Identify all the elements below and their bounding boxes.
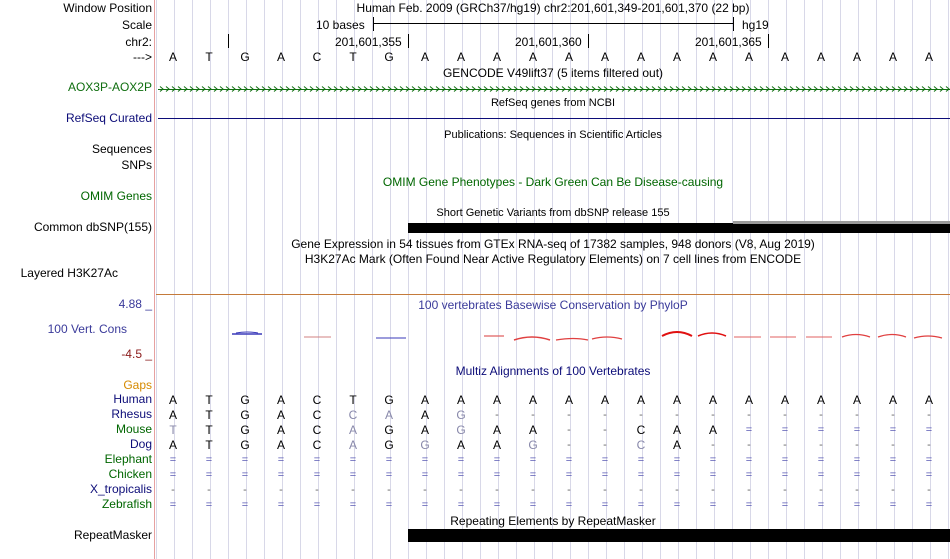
alignment-base: C	[312, 393, 322, 407]
alignment-base: =	[853, 454, 861, 466]
alignment-base: =	[457, 499, 465, 511]
reference-base: A	[636, 50, 645, 64]
alignment-base: =	[673, 454, 681, 466]
reference-base: A	[924, 50, 933, 64]
alignment-base: =	[673, 469, 681, 481]
alignment-base: -	[855, 409, 859, 421]
grid-line	[876, 0, 877, 559]
alignment-base: -	[927, 484, 931, 496]
reference-base: A	[492, 50, 501, 64]
alignment-base: A	[672, 423, 681, 437]
gtex-track-title: Gene Expression in 54 tissues from GTEx RNA-seq of 17382 samples, 948 donors (V8, Aug 2019)	[291, 237, 815, 251]
alignment-base: =	[205, 499, 213, 511]
alignment-base: =	[709, 469, 717, 481]
alignment-base: =	[277, 454, 285, 466]
alignment-base: -	[891, 409, 895, 421]
alignment-base: =	[925, 424, 933, 436]
alignment-base: G	[420, 438, 430, 452]
reference-base: A	[780, 50, 789, 64]
reference-base: A	[528, 50, 537, 64]
alignment-base: -	[603, 484, 607, 496]
alignment-base: -	[783, 439, 787, 451]
pubs-sequences-label[interactable]: Sequences	[91, 142, 152, 156]
scale-bar-right-tick	[733, 17, 734, 31]
alignment-base: A	[672, 438, 681, 452]
alignment-base: -	[567, 439, 571, 451]
alignment-base: -	[783, 409, 787, 421]
alignment-base: A	[276, 408, 285, 422]
species-label: Mouse	[115, 422, 152, 436]
alignment-base: C	[312, 438, 322, 452]
strand-arrow-label: --->	[133, 50, 152, 64]
alignment-base: -	[819, 409, 823, 421]
alignment-base: =	[313, 454, 321, 466]
alignment-base: -	[567, 484, 571, 496]
reference-base: A	[600, 50, 609, 64]
alignment-base: T	[169, 423, 177, 437]
grid-line	[840, 0, 841, 559]
scale-db-label: hg19	[742, 18, 769, 32]
coord-tick	[768, 34, 769, 48]
alignment-base: A	[708, 423, 717, 437]
alignment-base: =	[205, 454, 213, 466]
alignment-base: A	[456, 438, 465, 452]
alignment-base: =	[637, 469, 645, 481]
alignment-base: A	[744, 393, 753, 407]
conservation-wiggle[interactable]	[156, 320, 950, 350]
alignment-base: -	[279, 484, 283, 496]
alignment-base: A	[924, 393, 933, 407]
omim-track-title: OMIM Gene Phenotypes - Dark Green Can Be Disease-causing	[382, 175, 724, 189]
alignment-base: =	[745, 499, 753, 511]
chrom-label: chr2:	[125, 35, 152, 49]
assembly-position-title: Human Feb. 2009 (GRCh37/hg19) chr2:201,601,349-201,601,370 (22 bp)	[356, 1, 750, 15]
coord-tick	[588, 34, 589, 48]
grid-line	[912, 0, 913, 559]
alignment-base: =	[925, 499, 933, 511]
grid-line	[480, 0, 481, 559]
alignment-base: A	[816, 393, 825, 407]
alignment-base: G	[384, 423, 394, 437]
species-label: Chicken	[108, 467, 152, 481]
alignment-base: =	[493, 454, 501, 466]
alignment-base: -	[819, 484, 823, 496]
alignment-base: -	[531, 409, 535, 421]
alignment-base: T	[205, 393, 213, 407]
alignment-base: A	[780, 393, 789, 407]
dbsnp-feature[interactable]	[408, 223, 950, 233]
dbsnp-track-label[interactable]: Common dbSNP(155)	[33, 220, 152, 234]
alignment-base: G	[456, 423, 466, 437]
alignment-base: =	[457, 469, 465, 481]
alignment-base: A	[384, 408, 393, 422]
alignment-base: -	[603, 439, 607, 451]
alignment-base: -	[711, 409, 715, 421]
grid-line	[624, 0, 625, 559]
grid-line	[696, 0, 697, 559]
alignment-base: A	[168, 393, 177, 407]
omim-track-label[interactable]: OMIM Genes	[80, 189, 152, 203]
alignment-base: -	[531, 484, 535, 496]
alignment-base: A	[348, 438, 357, 452]
alignment-base: C	[312, 423, 322, 437]
alignment-base: -	[351, 484, 355, 496]
alignment-base: A	[456, 393, 465, 407]
grid-line	[192, 0, 193, 559]
reference-base: A	[456, 50, 465, 64]
grid-line	[516, 0, 517, 559]
scale-label: Scale	[121, 18, 152, 32]
reference-base: G	[240, 50, 250, 64]
alignment-base: =	[781, 499, 789, 511]
alignment-base: =	[421, 499, 429, 511]
alignment-base: A	[276, 393, 285, 407]
alignment-base: -	[855, 439, 859, 451]
alignment-base: -	[711, 484, 715, 496]
rmsk-track-title: Repeating Elements by RepeatMasker	[450, 514, 656, 528]
grid-line	[228, 0, 229, 559]
alignment-base: A	[168, 408, 177, 422]
refseq-track-label[interactable]: RefSeq Curated	[65, 111, 152, 125]
alignment-base: =	[709, 454, 717, 466]
alignment-base: =	[565, 454, 573, 466]
reference-base: A	[816, 50, 825, 64]
alignment-base: =	[745, 469, 753, 481]
coord-label: 201,601,355	[335, 35, 402, 49]
alignment-base: -	[423, 484, 427, 496]
grid-line	[732, 0, 733, 559]
alignment-base: -	[783, 484, 787, 496]
species-label: Elephant	[104, 452, 152, 466]
alignment-base: =	[529, 469, 537, 481]
alignment-base: -	[819, 439, 823, 451]
alignment-base: -	[891, 439, 895, 451]
alignment-base: =	[925, 454, 933, 466]
alignment-base: =	[889, 469, 897, 481]
reference-base: A	[672, 50, 681, 64]
reference-base: G	[384, 50, 394, 64]
alignment-base: =	[421, 454, 429, 466]
refseq-track-title: RefSeq genes from NCBI	[490, 97, 616, 109]
alignment-base: =	[493, 499, 501, 511]
alignment-base: C	[348, 408, 358, 422]
gencode-track-title: GENCODE V49lift37 (5 items filtered out)	[442, 66, 664, 80]
alignment-base: -	[315, 484, 319, 496]
grid-line	[372, 0, 373, 559]
alignment-base: =	[493, 469, 501, 481]
alignment-base: =	[601, 499, 609, 511]
cons-ymin-label: -4.5 _	[121, 347, 152, 361]
alignment-base: G	[384, 393, 394, 407]
dbsnp-track-title: Short Genetic Variants from dbSNP release 155	[436, 207, 670, 219]
alignment-base: -	[495, 409, 499, 421]
alignment-base: =	[745, 424, 753, 436]
grid-line	[408, 0, 409, 559]
alignment-base: -	[171, 484, 175, 496]
alignment-base: =	[529, 454, 537, 466]
alignment-base: A	[564, 393, 573, 407]
alignment-base: -	[891, 484, 895, 496]
alignment-base: G	[456, 408, 466, 422]
alignment-base: -	[207, 484, 211, 496]
alignment-base: =	[241, 454, 249, 466]
alignment-base: =	[781, 424, 789, 436]
alignment-base: A	[168, 438, 177, 452]
reference-base: A	[276, 50, 285, 64]
grid-line	[552, 0, 553, 559]
cons-ymax-label: 4.88 _	[118, 297, 152, 311]
alignment-base: =	[889, 499, 897, 511]
alignment-base: -	[855, 484, 859, 496]
alignment-base: G	[240, 408, 250, 422]
gaps-label: Gaps	[123, 378, 152, 392]
alignment-base: =	[457, 454, 465, 466]
grid-line	[588, 0, 589, 559]
dbsnp-feature-partial[interactable]	[733, 221, 950, 224]
species-label: Rhesus	[111, 407, 152, 421]
alignment-base: T	[205, 438, 213, 452]
alignment-base: A	[492, 393, 501, 407]
alignment-base: -	[603, 424, 607, 436]
species-label: Human	[113, 392, 152, 406]
reference-base: T	[205, 50, 213, 64]
label-separator	[154, 0, 155, 559]
species-label: Zebrafish	[101, 497, 152, 511]
grid-line	[444, 0, 445, 559]
grid-line	[156, 0, 157, 559]
alignment-base: A	[600, 393, 609, 407]
alignment-base: C	[636, 438, 646, 452]
alignment-base: =	[277, 469, 285, 481]
gencode-track-label[interactable]: AOX3P-AOX2P	[67, 80, 152, 94]
h3k27ac-baseline	[156, 294, 950, 295]
alignment-base: G	[384, 438, 394, 452]
alignment-base: -	[459, 484, 463, 496]
alignment-base: =	[313, 469, 321, 481]
h3k27ac-track-label[interactable]: Layered H3K27Ac	[20, 266, 118, 280]
alignment-base: =	[889, 454, 897, 466]
alignment-base: =	[637, 499, 645, 511]
reference-base: A	[420, 50, 429, 64]
alignment-base: A	[276, 423, 285, 437]
alignment-base: =	[853, 424, 861, 436]
alignment-base: A	[636, 393, 645, 407]
alignment-base: =	[637, 454, 645, 466]
alignment-base: =	[349, 469, 357, 481]
reference-base: A	[168, 50, 177, 64]
alignment-base: =	[385, 499, 393, 511]
alignment-base: A	[276, 438, 285, 452]
alignment-base: =	[817, 424, 825, 436]
refseq-gene-feature[interactable]	[158, 118, 950, 119]
cons-track-label[interactable]: 100 Vert. Cons	[47, 322, 127, 336]
coord-label: 201,601,365	[695, 35, 762, 49]
alignment-base: =	[205, 469, 213, 481]
pubs-track-title: Publications: Sequences in Scientific Articles	[444, 129, 662, 141]
alignment-base: -	[675, 409, 679, 421]
alignment-base: A	[528, 423, 537, 437]
alignment-base: =	[601, 469, 609, 481]
alignment-base: =	[385, 454, 393, 466]
alignment-base: =	[889, 424, 897, 436]
alignment-base: =	[169, 454, 177, 466]
reference-base: T	[349, 50, 357, 64]
alignment-base: =	[781, 469, 789, 481]
alignment-base: =	[817, 499, 825, 511]
species-label: X_tropicalis	[89, 482, 152, 496]
alignment-base: G	[240, 438, 250, 452]
alignment-base: -	[747, 484, 751, 496]
grid-line	[300, 0, 301, 559]
alignment-base: =	[277, 499, 285, 511]
alignment-base: G	[528, 438, 538, 452]
grid-line	[804, 0, 805, 559]
reference-base: A	[708, 50, 717, 64]
cons-track-title: 100 vertebrates Basewise Conservation by PhyloP	[418, 298, 688, 312]
alignment-base: =	[673, 499, 681, 511]
alignment-base: -	[927, 409, 931, 421]
alignment-base: A	[348, 423, 357, 437]
grid-line	[768, 0, 769, 559]
alignment-base: A	[492, 423, 501, 437]
alignment-base: A	[852, 393, 861, 407]
alignment-base: -	[675, 484, 679, 496]
alignment-base: =	[745, 454, 753, 466]
alignment-base: -	[927, 439, 931, 451]
coord-tick	[228, 34, 229, 48]
alignment-base: -	[495, 484, 499, 496]
alignment-base: =	[565, 469, 573, 481]
alignment-base: -	[567, 409, 571, 421]
reference-base: A	[564, 50, 573, 64]
grid-line	[264, 0, 265, 559]
reference-base: A	[888, 50, 897, 64]
alignment-base: A	[420, 423, 429, 437]
rmsk-feature[interactable]	[408, 529, 950, 542]
scale-bar-text: 10 bases	[316, 18, 365, 32]
grid-line	[948, 0, 949, 559]
alignment-base: =	[817, 454, 825, 466]
alignment-base: A	[528, 393, 537, 407]
alignment-base: A	[492, 438, 501, 452]
reference-base: A	[852, 50, 861, 64]
coord-tick	[408, 34, 409, 48]
alignment-base: =	[853, 499, 861, 511]
alignment-base: A	[708, 393, 717, 407]
reference-base: A	[744, 50, 753, 64]
alignment-base: =	[925, 469, 933, 481]
species-label: Dog	[129, 437, 152, 451]
alignment-base: =	[169, 499, 177, 511]
alignment-base: =	[601, 454, 609, 466]
alignment-base: =	[349, 454, 357, 466]
alignment-base: T	[205, 423, 213, 437]
grid-line	[336, 0, 337, 559]
grid-line	[660, 0, 661, 559]
alignment-base: =	[241, 499, 249, 511]
alignment-base: C	[312, 408, 322, 422]
gencode-gene-feature[interactable]	[158, 86, 950, 92]
scale-bar-left-tick	[373, 17, 374, 31]
multiz-track-title: Multiz Alignments of 100 Vertebrates	[455, 364, 651, 378]
h3k27ac-track-title: H3K27Ac Mark (Often Found Near Active Regulatory Elements) on 7 cell lines from ENCODE	[304, 252, 802, 266]
alignment-base: A	[420, 393, 429, 407]
alignment-base: -	[567, 424, 571, 436]
alignment-base: =	[169, 469, 177, 481]
alignment-base: A	[420, 408, 429, 422]
scale-bar-line	[373, 23, 733, 24]
alignment-base: T	[349, 393, 357, 407]
alignment-base: -	[711, 439, 715, 451]
alignment-base: =	[709, 499, 717, 511]
alignment-base: T	[205, 408, 213, 422]
reference-base: C	[312, 50, 322, 64]
alignment-base: =	[385, 469, 393, 481]
alignment-base: =	[853, 469, 861, 481]
alignment-base: C	[636, 423, 646, 437]
alignment-base: -	[243, 484, 247, 496]
alignment-base: A	[672, 393, 681, 407]
alignment-base: =	[241, 469, 249, 481]
alignment-base: -	[747, 409, 751, 421]
alignment-base: -	[603, 409, 607, 421]
alignment-base: A	[888, 393, 897, 407]
alignment-base: G	[240, 423, 250, 437]
alignment-base: -	[387, 484, 391, 496]
alignment-base: =	[781, 454, 789, 466]
alignment-base: -	[747, 439, 751, 451]
rmsk-track-label[interactable]: RepeatMasker	[73, 528, 152, 542]
alignment-base: =	[565, 499, 573, 511]
alignment-base: =	[313, 499, 321, 511]
alignment-base: -	[639, 409, 643, 421]
alignment-base: =	[349, 499, 357, 511]
alignment-base: =	[817, 469, 825, 481]
alignment-base: =	[529, 499, 537, 511]
pubs-snps-label[interactable]: SNPs	[121, 158, 152, 172]
coord-label: 201,601,360	[515, 35, 582, 49]
alignment-base: =	[421, 469, 429, 481]
window-position-label: Window Position	[63, 1, 152, 15]
alignment-base: -	[639, 484, 643, 496]
alignment-base: G	[240, 393, 250, 407]
